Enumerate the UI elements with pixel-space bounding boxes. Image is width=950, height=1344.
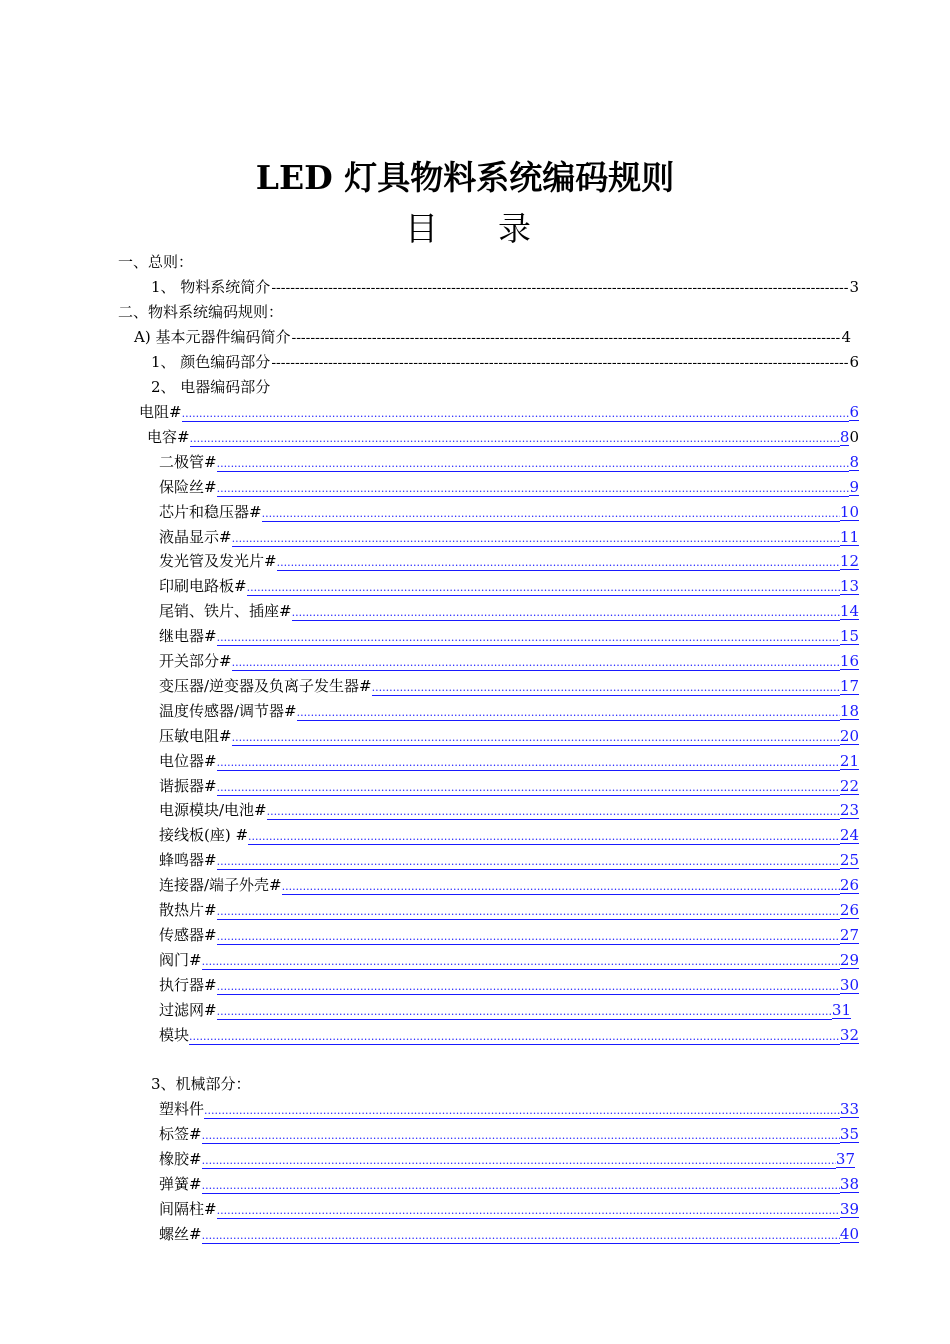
- dot-leader: [202, 1129, 840, 1144]
- toc-link-entry[interactable]: [159, 526, 859, 548]
- toc-link-page: 12: [839, 552, 859, 571]
- toc-heading: [0, 203, 936, 250]
- toc-link-entry[interactable]: [159, 650, 859, 672]
- toc-link-label: 温度传感器/调节器#: [159, 701, 297, 720]
- toc-link-page: 20: [839, 726, 859, 745]
- toc-link-page: 37: [835, 1149, 855, 1168]
- toc-link-entry[interactable]: [159, 849, 859, 871]
- toc-link-page: 27: [839, 925, 859, 944]
- toc-link-label: 橡胶#: [159, 1149, 202, 1168]
- dot-leader: [217, 482, 850, 497]
- toc-link-page: 18: [839, 701, 859, 720]
- toc-link-label: 模块: [159, 1025, 190, 1044]
- dash-leader: [291, 327, 840, 349]
- toc-entry-intro[interactable]: [151, 276, 859, 298]
- toc-entry-label: A) 基本元器件编码简介: [134, 328, 291, 346]
- toc-link-label: 二极管#: [159, 452, 217, 471]
- dot-leader: [202, 955, 840, 970]
- toc-link-entry[interactable]: [159, 1148, 855, 1170]
- dot-leader: [202, 1154, 836, 1169]
- toc-entry-electrical-header: 2、 电器编码部分: [151, 378, 271, 396]
- dot-leader: [202, 1179, 840, 1194]
- toc-link-page: 38: [839, 1174, 859, 1193]
- toc-link-label: 过滤网#: [159, 1000, 217, 1019]
- toc-link-page: 6: [849, 403, 859, 421]
- toc-link-label: 电阻#: [139, 403, 182, 421]
- dot-leader: [277, 556, 840, 571]
- toc-link-entry[interactable]: [159, 974, 859, 996]
- dot-leader: [217, 756, 840, 771]
- toc-page-suffix: 0: [849, 427, 859, 446]
- toc-link-entry[interactable]: [159, 1123, 859, 1145]
- toc-link-page: 29: [839, 950, 859, 969]
- toc-link-page: 8: [839, 427, 850, 446]
- toc-link-label: 电容#: [147, 427, 190, 446]
- toc-heading-char-2: 录: [498, 209, 531, 248]
- toc-link-entry[interactable]: [159, 775, 859, 797]
- toc-heading-char-1: 目: [405, 209, 438, 248]
- toc-link-page: 22: [839, 776, 859, 795]
- toc-link-label: 电位器#: [159, 751, 217, 770]
- dot-leader: [217, 1005, 832, 1020]
- toc-link-page: 13: [839, 577, 859, 596]
- dot-leader: [217, 781, 840, 796]
- toc-link-entry[interactable]: [159, 725, 859, 747]
- toc-link-entry[interactable]: [159, 476, 859, 498]
- toc-link-page: 15: [839, 627, 859, 646]
- dot-leader: [217, 457, 850, 472]
- toc-link-label: 螺丝#: [159, 1224, 202, 1243]
- dot-leader: [372, 681, 840, 696]
- toc-link-page: 30: [839, 975, 859, 994]
- toc-link-entry[interactable]: [159, 675, 859, 697]
- toc-link-label: 变压器/逆变器及负离子发生器#: [159, 676, 372, 695]
- toc-link-page: 31: [831, 1000, 851, 1019]
- dot-leader: [189, 1030, 840, 1045]
- toc-link-entry[interactable]: [159, 824, 859, 846]
- dot-leader: [232, 532, 840, 547]
- toc-link-page: 26: [839, 901, 859, 919]
- toc-link-entry[interactable]: [159, 1173, 859, 1195]
- toc-link-entry[interactable]: [159, 501, 859, 523]
- toc-link-page: 11: [839, 527, 859, 546]
- toc-link-page: 14: [839, 602, 859, 621]
- toc-link-page: 10: [839, 502, 859, 521]
- dot-leader: [217, 980, 840, 995]
- document-title: LED 灯具物料系统编码规则: [255, 158, 675, 197]
- toc-link-label: 塑料件: [159, 1100, 205, 1118]
- toc-link-entry[interactable]: [159, 575, 859, 597]
- toc-section-general: 一、总则：: [118, 253, 194, 271]
- toc-link-page: 24: [839, 826, 859, 845]
- toc-entry-mechanical-header: 3、机械部分：: [151, 1075, 251, 1093]
- toc-link-page: 21: [839, 751, 859, 770]
- toc-link-page: 26: [839, 876, 859, 895]
- toc-link-entry[interactable]: [159, 625, 859, 647]
- toc-link-entry[interactable]: [147, 426, 859, 448]
- toc-link-page: 35: [839, 1124, 859, 1143]
- toc-link-entry[interactable]: [159, 1198, 859, 1220]
- dot-leader: [217, 631, 840, 646]
- toc-link-label: 阀门#: [159, 950, 202, 969]
- toc-link-page: 33: [839, 1100, 859, 1118]
- dot-leader: [217, 855, 840, 870]
- toc-link-label: 芯片和稳压器#: [159, 502, 262, 521]
- toc-link-entry[interactable]: [159, 999, 851, 1021]
- toc-link-entry[interactable]: [159, 600, 859, 622]
- dot-leader: [217, 905, 840, 920]
- toc-section-rules: 二、物料系统编码规则：: [118, 303, 284, 321]
- toc-link-label: 压敏电阻#: [159, 726, 232, 745]
- dot-leader: [182, 407, 850, 422]
- toc-link-label: 标签#: [159, 1124, 202, 1143]
- toc-link-entry[interactable]: [159, 1223, 859, 1245]
- toc-link-label: 电源模块/电池#: [159, 801, 267, 820]
- toc-link-label: 传感器#: [159, 925, 217, 944]
- toc-link-label: 继电器#: [159, 627, 217, 646]
- dot-leader: [267, 805, 840, 820]
- toc-link-label: 散热片#: [159, 901, 217, 919]
- toc-link-page: 39: [839, 1199, 859, 1218]
- dot-leader: [204, 1104, 840, 1119]
- toc-link-label: 接线板(座) #: [159, 826, 249, 845]
- dot-leader: [217, 1204, 840, 1219]
- toc-link-entry[interactable]: [159, 1098, 859, 1120]
- toc-entry-page: 4: [841, 328, 851, 346]
- toc-entry-basic-components[interactable]: [134, 326, 851, 348]
- toc-link-label: 尾销、铁片、插座#: [159, 602, 292, 621]
- toc-link-label: 弹簧#: [159, 1174, 202, 1193]
- dot-leader: [292, 606, 840, 621]
- dot-leader: [232, 731, 840, 746]
- toc-link-label: 蜂鸣器#: [159, 851, 217, 870]
- toc-link-label: 发光管及发光片#: [159, 552, 277, 571]
- toc-link-label: 液晶显示#: [159, 527, 232, 546]
- toc-link-label: 间隔柱#: [159, 1199, 217, 1218]
- dash-leader: [271, 352, 848, 374]
- toc-link-page: 32: [839, 1025, 859, 1044]
- toc-link-entry[interactable]: [159, 799, 859, 821]
- toc-link-page: 8: [849, 452, 859, 471]
- toc-link-entry[interactable]: [159, 750, 859, 772]
- dot-leader: [282, 880, 840, 895]
- toc-link-page: 9: [849, 477, 859, 496]
- toc-entry-page: 6: [849, 353, 859, 371]
- toc-link-page: 23: [839, 801, 859, 820]
- toc-link-label: 谐振器#: [159, 776, 217, 795]
- toc-link-page: 17: [839, 676, 859, 695]
- dot-leader: [262, 507, 840, 522]
- toc-link-entry[interactable]: [159, 700, 859, 722]
- toc-link-entry[interactable]: [159, 550, 859, 572]
- toc-link-label: 连接器/端子外壳#: [159, 876, 282, 895]
- toc-link-entry[interactable]: [159, 924, 859, 946]
- dash-leader: [271, 277, 848, 299]
- toc-entry-label: 1、 物料系统简介: [151, 278, 271, 296]
- toc-link-label: 执行器#: [159, 975, 217, 994]
- toc-entry-page: 3: [849, 278, 859, 296]
- dot-leader: [190, 432, 840, 447]
- toc-link-page: 16: [839, 652, 859, 670]
- toc-entry-color-coding[interactable]: [151, 351, 859, 373]
- toc-link-entry[interactable]: [159, 949, 859, 971]
- dot-leader: [248, 830, 840, 845]
- toc-link-label: 保险丝#: [159, 477, 217, 496]
- toc-link-entry[interactable]: [159, 899, 859, 921]
- toc-link-page: 40: [839, 1224, 859, 1243]
- toc-link-entry[interactable]: [159, 1024, 859, 1046]
- toc-link-entry[interactable]: [159, 451, 859, 473]
- toc-entry-label: 1、 颜色编码部分: [151, 353, 271, 371]
- toc-link-label: 印刷电路板#: [159, 577, 247, 596]
- toc-link-entry[interactable]: [139, 401, 859, 423]
- toc-link-entry[interactable]: [159, 874, 859, 896]
- dot-leader: [232, 656, 840, 671]
- dot-leader: [297, 706, 840, 721]
- dot-leader: [202, 1229, 840, 1244]
- dot-leader: [247, 581, 840, 596]
- toc-link-page: 25: [839, 851, 859, 870]
- dot-leader: [217, 930, 840, 945]
- toc-link-label: 开关部分#: [159, 652, 232, 670]
